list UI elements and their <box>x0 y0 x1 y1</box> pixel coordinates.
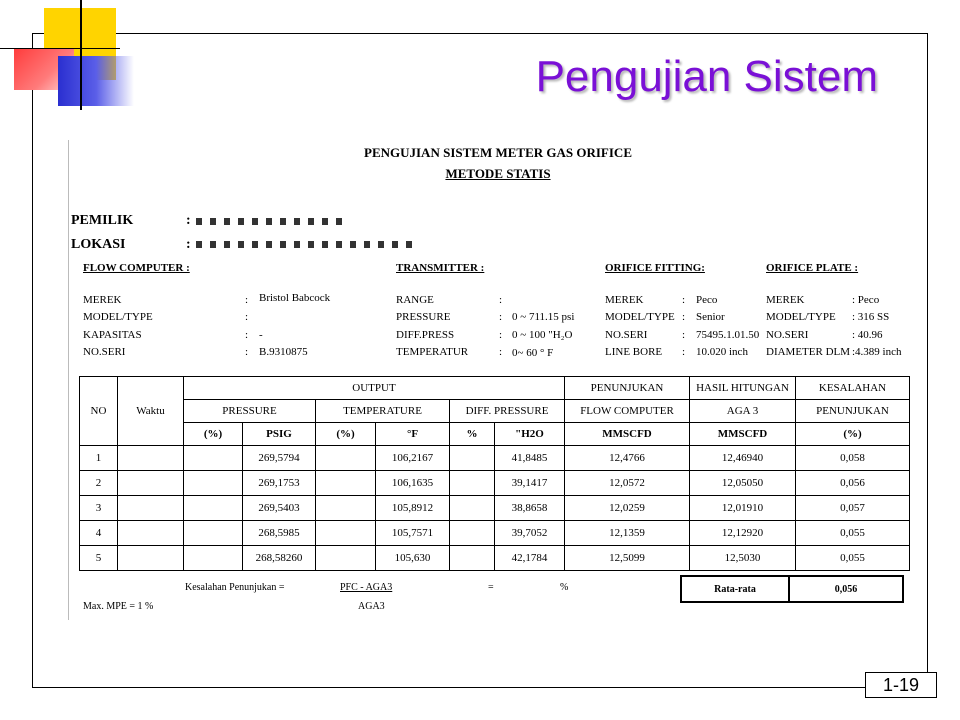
cell-diff-pct <box>450 521 495 546</box>
decor-blue-square <box>58 56 134 106</box>
location-row <box>71 237 191 253</box>
location-label: LOKASI <box>71 237 126 252</box>
cell-aga3: 12,5030 <box>690 546 796 571</box>
unit-cell: (%) <box>184 423 243 446</box>
decor-vertical-line <box>80 0 82 110</box>
fc-value: - <box>259 329 263 341</box>
fc-label: NO.SERI <box>83 346 126 358</box>
max-mpe: Max. MPE = 1 % <box>83 601 154 612</box>
cell-pressure-pct <box>184 446 243 471</box>
cell-h2o: 38,8658 <box>495 496 565 521</box>
header-diff-pressure: DIFF. PRESSURE <box>450 400 565 423</box>
header-waktu: Waktu <box>118 377 184 446</box>
cell-temp-f: 106,1635 <box>376 471 450 496</box>
cell-error: 0,057 <box>796 496 910 521</box>
of-label: MEREK <box>605 294 644 306</box>
of-label: MODEL/TYPE <box>605 311 675 323</box>
of-value: 75495.1.01.50 <box>696 329 760 341</box>
cell-temp-pct <box>316 496 376 521</box>
tx-colon: : <box>499 329 503 341</box>
tx-label: DIFF.PRESS <box>396 329 455 341</box>
table-row <box>80 521 910 546</box>
fc-colon: : <box>245 311 249 323</box>
location-colon: : <box>186 237 191 252</box>
unit-cell: (%) <box>796 423 910 446</box>
tx-colon: : <box>499 294 503 306</box>
table-row <box>80 496 910 521</box>
cell-psig: 268,5985 <box>243 521 316 546</box>
cell-no: 5 <box>80 546 118 571</box>
cell-error: 0,055 <box>796 521 910 546</box>
formula-percent: % <box>560 582 569 593</box>
unit-cell: PSIG <box>243 423 316 446</box>
fc-label: KAPASITAS <box>83 329 142 341</box>
unit-cell: % <box>450 423 495 446</box>
header-pressure: PRESSURE <box>184 400 316 423</box>
transmitter-heading: TRANSMITTER : <box>396 262 485 274</box>
cell-waktu <box>118 446 184 471</box>
formula-label: Kesalahan Penunjukan = <box>185 582 285 593</box>
cell-flow-computer: 12,1359 <box>565 521 690 546</box>
op-value: :4.389 inch <box>852 346 902 358</box>
of-colon: : <box>682 346 686 358</box>
orifice-plate-heading: ORIFICE PLATE : <box>766 262 859 274</box>
op-value: : Peco <box>852 294 880 306</box>
cell-psig: 268,58260 <box>243 546 316 571</box>
cell-temp-pct <box>316 521 376 546</box>
tx-value: 0 ~ 711.15 psi <box>512 311 575 323</box>
average-value: 0,056 <box>789 576 903 602</box>
cell-no: 3 <box>80 496 118 521</box>
table-row <box>80 446 910 471</box>
cell-diff-pct <box>450 446 495 471</box>
decor-horizontal-line <box>0 48 120 49</box>
op-value: : 40.96 <box>852 329 883 341</box>
of-value: Senior <box>696 311 725 323</box>
header-penunjukan-2: PENUNJUKAN <box>796 400 910 423</box>
fc-label: MODEL/TYPE <box>83 311 153 323</box>
unit-cell: "H2O <box>495 423 565 446</box>
cell-psig: 269,5794 <box>243 446 316 471</box>
cell-no: 4 <box>80 521 118 546</box>
cell-flow-computer: 12,5099 <box>565 546 690 571</box>
cell-pressure-pct <box>184 546 243 571</box>
formula-denominator: AGA3 <box>358 601 385 612</box>
cell-h2o: 41,8485 <box>495 446 565 471</box>
header-hasil-hitungan: HASIL HITUNGAN <box>690 377 796 400</box>
owner-row <box>71 213 191 229</box>
table-row <box>80 546 910 571</box>
document-title: PENGUJIAN SISTEM METER GAS ORIFICE <box>364 145 632 160</box>
cell-no: 1 <box>80 446 118 471</box>
op-label: NO.SERI <box>766 329 809 341</box>
cell-waktu <box>118 496 184 521</box>
cell-temp-f: 106,2167 <box>376 446 450 471</box>
of-label: NO.SERI <box>605 329 648 341</box>
orifice-fitting-heading: ORIFICE FITTING: <box>605 262 705 274</box>
document-subtitle: METODE STATIS <box>445 166 551 181</box>
of-value: Peco <box>696 294 718 306</box>
header-kesalahan: KESALAHAN <box>796 377 910 400</box>
fc-colon: : <box>245 294 249 306</box>
cell-aga3: 12,12920 <box>690 521 796 546</box>
header-aga3: AGA 3 <box>690 400 796 423</box>
tx-colon: : <box>499 346 503 358</box>
header-penunjukan: PENUNJUKAN <box>565 377 690 400</box>
cell-pressure-pct <box>184 521 243 546</box>
cell-error: 0,055 <box>796 546 910 571</box>
cell-error: 0,058 <box>796 446 910 471</box>
unit-cell: (%) <box>316 423 376 446</box>
cell-no: 2 <box>80 471 118 496</box>
measurement-table <box>79 376 910 571</box>
of-colon: : <box>682 294 686 306</box>
cell-error: 0,056 <box>796 471 910 496</box>
cell-waktu <box>118 471 184 496</box>
cell-flow-computer: 12,4766 <box>565 446 690 471</box>
header-flow-computer: FLOW COMPUTER <box>565 400 690 423</box>
tx-value: 0 ~ 100 "H₂O <box>512 329 573 341</box>
cell-aga3: 12,05050 <box>690 471 796 496</box>
cell-temp-f: 105,8912 <box>376 496 450 521</box>
header-output: OUTPUT <box>184 377 565 400</box>
cell-diff-pct <box>450 546 495 571</box>
of-colon: : <box>682 329 686 341</box>
fc-colon: : <box>245 346 249 358</box>
table-row <box>80 471 910 496</box>
cell-waktu <box>118 521 184 546</box>
cell-flow-computer: 12,0572 <box>565 471 690 496</box>
cell-temp-f: 105,630 <box>376 546 450 571</box>
unit-cell: °F <box>376 423 450 446</box>
fc-colon: : <box>245 329 249 341</box>
owner-colon: : <box>186 213 191 228</box>
page-number: 1-19 <box>865 672 937 698</box>
cell-psig: 269,5403 <box>243 496 316 521</box>
formula-numerator: PFC - AGA3 <box>340 582 393 593</box>
cell-psig: 269,1753 <box>243 471 316 496</box>
of-colon: : <box>682 311 686 323</box>
op-label: MEREK <box>766 294 805 306</box>
cell-diff-pct <box>450 471 495 496</box>
cell-h2o: 39,7052 <box>495 521 565 546</box>
owner-label: PEMILIK <box>71 213 134 228</box>
cell-pressure-pct <box>184 471 243 496</box>
cell-flow-computer: 12,0259 <box>565 496 690 521</box>
cell-diff-pct <box>450 496 495 521</box>
cell-temp-pct <box>316 446 376 471</box>
of-label: LINE BORE <box>605 346 663 358</box>
fc-label: MEREK <box>83 294 122 306</box>
cell-aga3: 12,46940 <box>690 446 796 471</box>
formula-equals: = <box>488 582 494 593</box>
cell-waktu <box>118 546 184 571</box>
flow-computer-heading: FLOW COMPUTER : <box>83 262 190 274</box>
tx-label: PRESSURE <box>396 311 451 323</box>
tx-label: TEMPERATUR <box>396 346 469 358</box>
tx-colon: : <box>499 311 503 323</box>
op-value: : 316 SS <box>852 311 890 323</box>
cell-h2o: 39,1417 <box>495 471 565 496</box>
op-label: MODEL/TYPE <box>766 311 836 323</box>
unit-cell: MMSCFD <box>565 423 690 446</box>
redacted-owner-value <box>196 218 346 225</box>
op-label: DIAMETER DLM <box>766 346 851 358</box>
cell-temp-f: 105,7571 <box>376 521 450 546</box>
of-value: 10.020 inch <box>696 346 748 358</box>
header-temperature: TEMPERATURE <box>316 400 450 423</box>
fc-value: Bristol Babcock <box>259 292 331 304</box>
slide-title: Pengujian Sistem <box>535 52 878 101</box>
cell-aga3: 12,01910 <box>690 496 796 521</box>
redacted-location-value <box>196 241 416 248</box>
fc-value: B.9310875 <box>259 346 308 358</box>
header-no: NO <box>80 377 118 446</box>
unit-cell: MMSCFD <box>690 423 796 446</box>
average-label: Rata-rata <box>681 576 789 602</box>
cell-h2o: 42,1784 <box>495 546 565 571</box>
cell-temp-pct <box>316 546 376 571</box>
average-summary <box>680 575 904 603</box>
cell-pressure-pct <box>184 496 243 521</box>
cell-temp-pct <box>316 471 376 496</box>
tx-label: RANGE <box>396 294 434 306</box>
tx-value: 0~ 60 ° F <box>512 347 554 359</box>
